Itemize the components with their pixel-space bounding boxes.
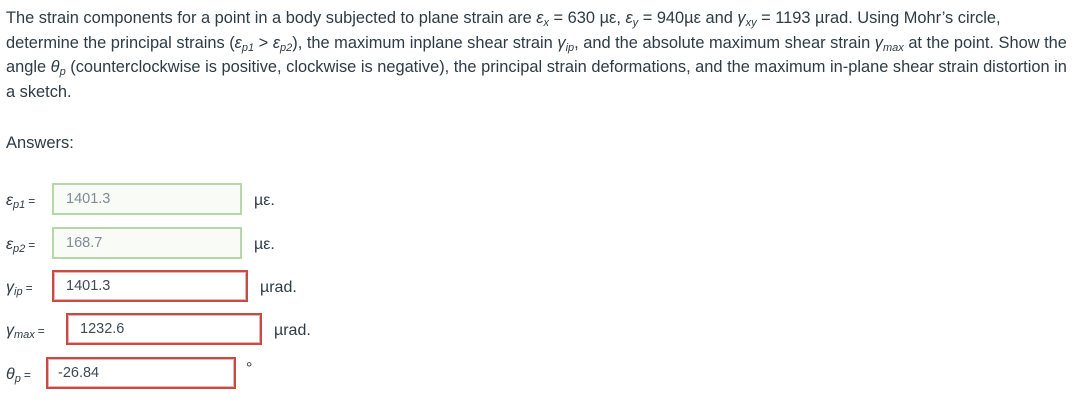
unit-label: µrad. [274,322,311,339]
unit-label: µrad. [260,279,297,296]
unit-label: µε. [254,192,275,209]
unit-label: ° [246,360,253,377]
answers-heading: Answers: [6,134,74,152]
answer-label: $\theta_p$ = [6,366,31,385]
epsilon-x-symbol: ε [536,9,544,27]
gamma-xy-symbol: γ [737,9,746,27]
unit-label: µε. [254,236,275,253]
gip-input[interactable] [54,272,246,300]
answer-label: $\varepsilon_{p1}$ = [6,192,36,211]
thetap-input[interactable] [48,359,234,387]
epsilon-y-symbol: ε [625,9,633,27]
answer-box-correct [52,227,242,259]
ep2-input[interactable] [54,229,240,257]
answer-box-incorrect [52,270,248,302]
ep1-input[interactable] [54,185,240,213]
answer-box-incorrect [46,357,236,389]
answer-label: $\gamma_{ip}$ = [6,279,33,298]
problem-statement: The strain components for a point in a body subjected to plane strain are $\varepsilon_x = 630$ µε, $\varepsilon_y = 940\mu\varepsilon$ and $\gamma_{xy} = 1193$ µrad. Using Mohr’s circle, determine the principal strains $(\varepsilon_{p1} > \varepsilon_{p2})$, the maximum inplane shear strain $\gamma_{ip}$, and the absolute maximum shear strain $\gamma_{max}$ at the point. Show the angle $\theta_p$ (counterclockwise is positive, clockwise is negative), the principal strain deformations, and the maximum in-plane shear strain distortion in a sketch. [6,9,1067,101]
gmax-input[interactable] [68,315,260,343]
answer-label: $\gamma_{max}$ = [6,322,45,341]
answer-label: $\varepsilon_{p2}$ = [6,236,36,255]
answer-box-correct [52,183,242,215]
answer-box-incorrect [66,313,262,345]
